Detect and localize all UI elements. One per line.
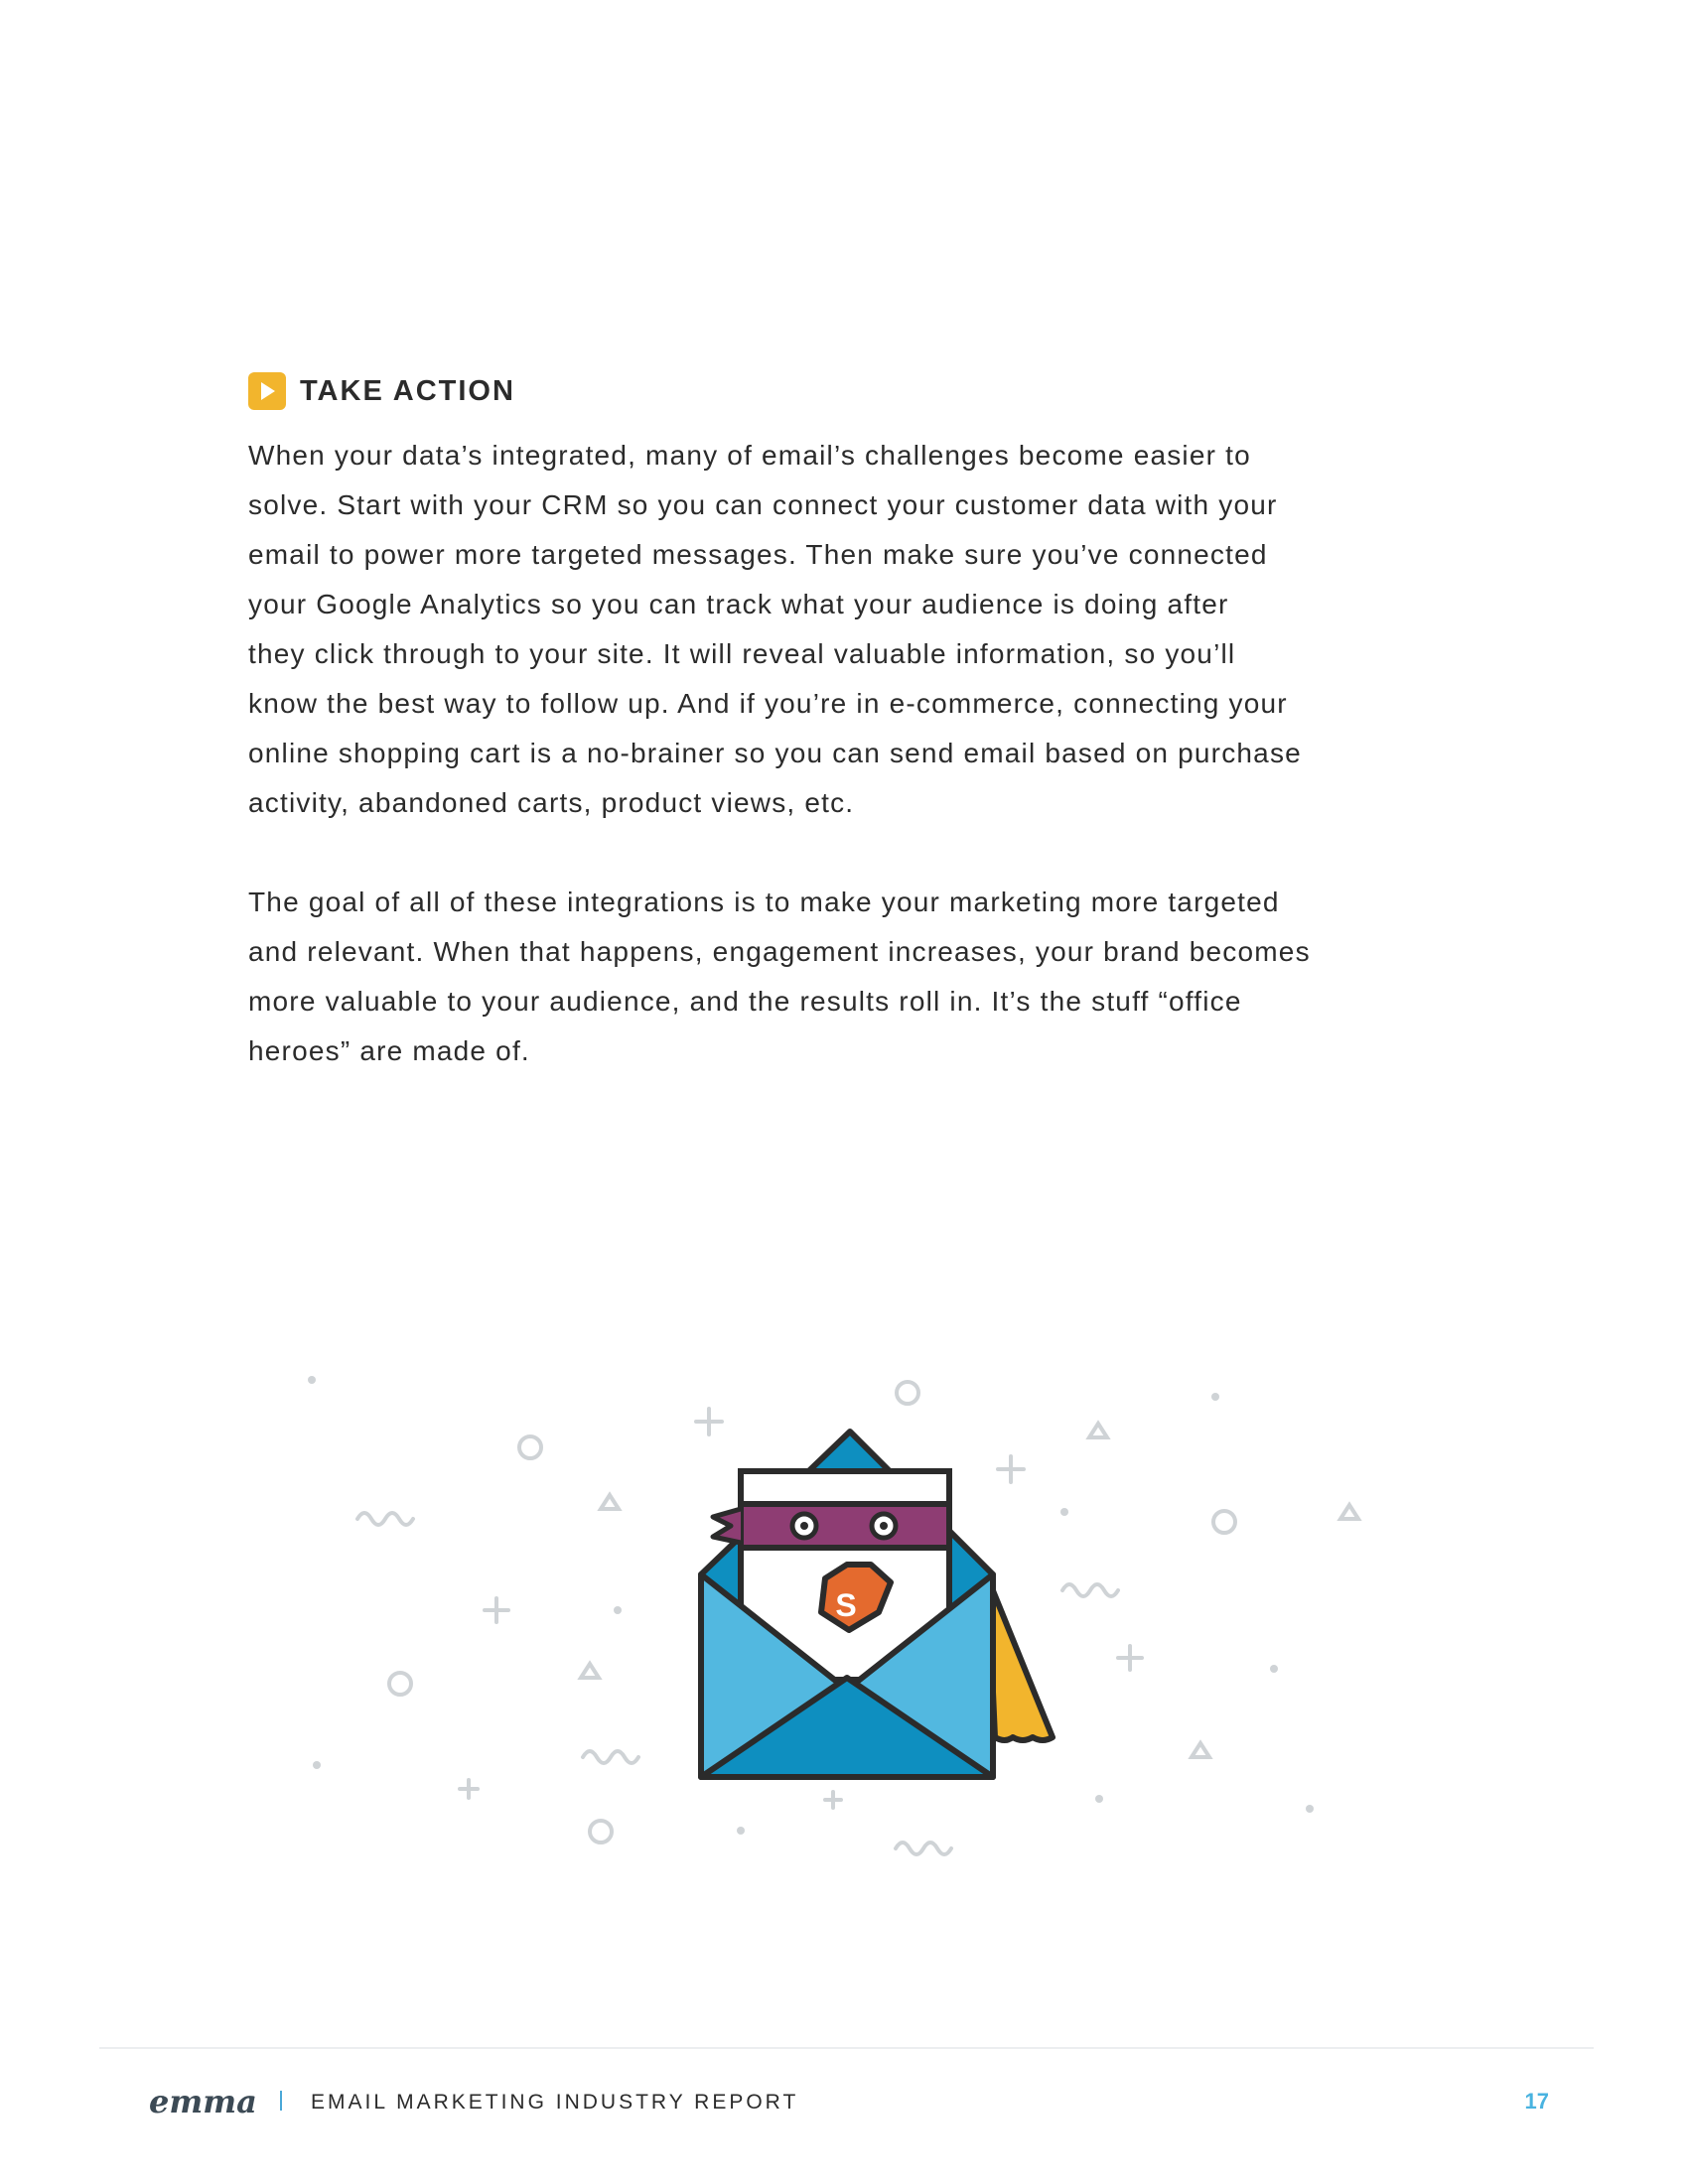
body-paragraph-1: When your data’s integrated, many of email’s challenges become easier to solve. Start with your CRM so you can connect your customer data with your email to power more targeted messages. Then make sure you’ve connected your Google Analytics so you can track what your audience is doing after they click through to your site. It will reveal valuable information, so you’ll know the best way to follow up. And if you’re in e-commerce, connecting your online shopping cart is a no-brainer so you can send email based on purchase activity, abandoned carts, product views, etc. [248, 440, 1302, 818]
mask-tail [713, 1509, 741, 1543]
section-heading [248, 369, 1460, 413]
section-title: TAKE ACTION [300, 374, 515, 407]
badge-letter: S [835, 1587, 857, 1623]
illustration-svg [288, 1360, 1410, 1876]
emma-logo: emma [149, 2083, 257, 2120]
hero-envelope-illustration [288, 1360, 1410, 1876]
mask-band [741, 1504, 949, 1548]
page-footer [149, 2083, 1549, 2122]
body-paragraph-2: The goal of all of these integrations is to make your marketing more targeted and relevant. When that happens, engagement increases, your brand becomes more valuable to your audience, and the results roll in. It’s the stuff “office heroes” are made of. [248, 887, 1311, 1066]
page-number: 17 [1524, 2089, 1549, 2114]
take-action-section [248, 369, 1460, 1076]
cape [988, 1578, 1053, 1740]
footer-separator [280, 2091, 282, 2111]
footer-divider-line [99, 2047, 1594, 2049]
report-title: EMAIL MARKETING INDUSTRY REPORT [311, 2091, 799, 2114]
play-icon [248, 372, 286, 410]
